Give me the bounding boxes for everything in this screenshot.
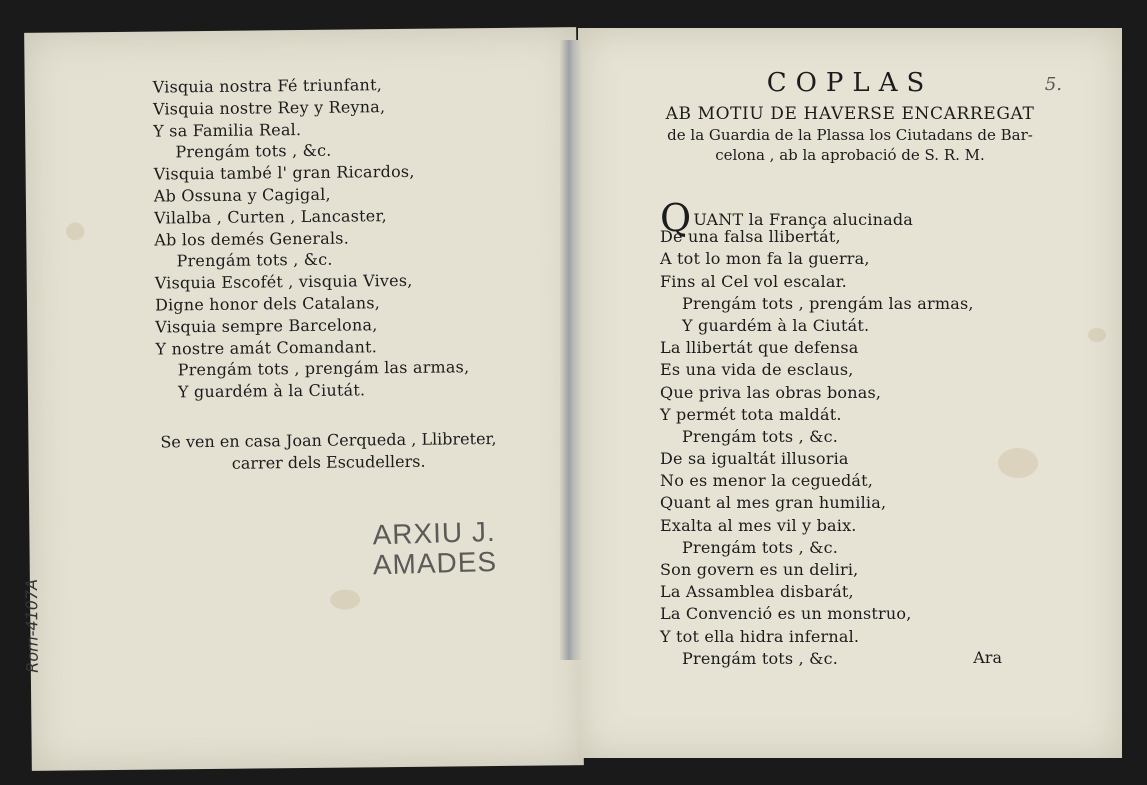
verse-line: La llibertát que defensa [660,338,859,358]
first-line-text: UANT la França alucinada [693,210,914,229]
verse-line: Visquia sempre Barcelona, [155,314,378,337]
stamp-line-1: ARXIU J. [372,515,497,551]
verse-line: Y permét tota maldát. [660,404,842,424]
verse-line: Digne honor dels Catalans, [154,293,381,315]
verse-line: A tot lo mon fa la guerra, [660,249,870,269]
verse-line: Ab los demés Generals. [154,228,350,250]
right-verse [660,196,974,670]
catchword: Ara [973,648,1002,667]
verse-line: Prengám tots , &c. [175,141,332,162]
verse-line: Y tot ella hidra infernal. [660,626,860,646]
verse-line: Prengám tots , &c. [682,648,839,668]
verse-line: Fins al Cel vol escalar. [660,271,847,291]
left-verse [153,73,470,403]
verse-line: La Convenció es un monstruo, [660,604,912,624]
verse-line: La Assamblea disbarát, [660,582,854,602]
verse-line: Y guardém à la Ciutát. [682,315,870,335]
verse-line: Quant al mes gran humilia, [660,493,887,513]
verse-line: Prengám tots , &c. [682,537,839,557]
verse-line: Exalta al mes vil y baix. [660,515,857,535]
verse-line: Visquia nostra Fé triunfant, [152,75,383,97]
verse-line: Visquia també l' gran Ricardos, [153,162,415,184]
verse-line: Vilalba , Curten , Lancaster, [153,205,387,228]
verse-line: Son govern es un deliri, [660,560,859,579]
verse-line: No es menor la ceguedát, [660,471,874,491]
verse-line: Y guardém à la Ciutát. [177,380,366,402]
verse-line: De sa igualtát illusoria [660,449,849,469]
verse-line: Ab Ossuna y Cagigal, [153,184,331,206]
shelfmark: Rom-4107A [21,578,42,673]
subtitle-line-1: AB MOTIU DE HAVERSE ENCARREGAT [665,104,1035,124]
page-title: COPLAS [766,68,934,98]
verse-line: Visquia Escofét , visquia Vives, [154,271,413,293]
imprint-line-2: carrer dels Escudellers. [231,451,426,473]
drop-cap: Q [660,196,692,240]
imprint-line-1: Se ven en casa Joan Cerqueda , Llibreter, [160,428,497,452]
subtitle-line-2: de la Guardia de la Plassa los Ciutadans de Bar- [667,126,1033,144]
binding-gutter [560,40,582,660]
verse-line: Que priva las obras bonas, [660,382,882,402]
verse-line: De una falsa llibertát, [660,227,841,247]
verse-line: Y nostre amát Comandant. [155,336,378,359]
right-page [578,28,1122,758]
verse-line: Y sa Familia Real. [153,119,302,141]
verse-line: Prengám tots , prengám las armas, [177,357,470,380]
page-number: 5. [1044,74,1062,95]
stamp-line-2: AMADES [372,545,498,581]
archive-stamp [359,517,511,581]
left-page [21,27,584,771]
verse-line: Prengám tots , &c. [176,250,333,271]
verse-line: Visquia nostre Rey y Reyna, [152,96,386,119]
verse-line: Es una vida de esclaus, [660,360,854,380]
verse-line: Prengám tots , &c. [682,426,839,446]
imprint [128,428,528,476]
verse-line: Prengám tots , prengám las armas, [682,293,974,313]
subtitle-line-3: celona , ab la aprobació de S. R. M. [715,146,985,164]
